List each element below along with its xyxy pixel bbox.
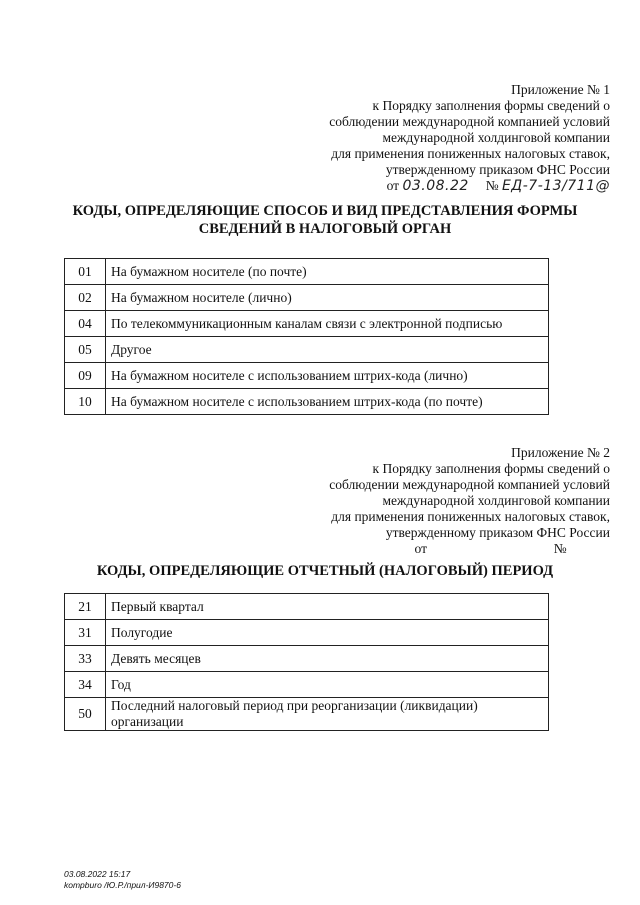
table-row <box>65 363 549 389</box>
description-cell: На бумажном носителе (по почте) <box>106 259 549 285</box>
appendix-line: соблюдении международной компанией условий <box>329 477 610 492</box>
code-cell: 34 <box>65 672 106 698</box>
from-label: от <box>414 541 427 556</box>
appendix-line: Приложение № 1 <box>511 82 610 97</box>
description-cell: Первый квартал <box>106 594 549 620</box>
code-cell: 21 <box>65 594 106 620</box>
from-label: от <box>386 178 400 193</box>
code-cell: 04 <box>65 311 106 337</box>
section-title-period-codes: КОДЫ, ОПРЕДЕЛЯЮЩИЕ ОТЧЕТНЫЙ (НАЛОГОВЫЙ) ПЕРИОД <box>96 563 554 579</box>
handwritten-order-number: ЕД-7-13/711@ <box>501 178 610 194</box>
table-row <box>65 698 549 731</box>
description-cell: Девять месяцев <box>106 646 549 672</box>
description-cell: Последний налоговый период при реорганизации (ликвидации) организации <box>106 698 549 731</box>
footer-date: 03.08.2022 15:17 <box>64 869 131 879</box>
code-cell: 02 <box>65 285 106 311</box>
appendix-line: утвержденному приказом ФНС России <box>385 162 610 177</box>
code-cell: 10 <box>65 389 106 415</box>
appendix-line: для применения пониженных налоговых ставок, <box>331 146 610 161</box>
footer-ref: kompburo /Ю.Р./прил-И9870-6 <box>64 880 181 890</box>
order-date-number-line <box>329 541 610 557</box>
table-row <box>65 389 549 415</box>
table-row <box>65 311 549 337</box>
submission-codes-table <box>64 258 549 415</box>
code-cell: 33 <box>65 646 106 672</box>
code-cell: 50 <box>65 698 106 731</box>
appendix-line: международной холдинговой компании <box>382 493 610 508</box>
appendix-line: к Порядку заполнения формы сведений о <box>372 461 610 476</box>
handwritten-date: 03.08.22 <box>402 178 469 194</box>
description-cell: Другое <box>106 337 549 363</box>
document-footer <box>64 869 181 891</box>
order-date-number-line <box>329 178 610 194</box>
description-cell: На бумажном носителе с использованием штрих-кода (лично) <box>106 363 549 389</box>
description-cell: Полугодие <box>106 620 549 646</box>
appendix-1-header <box>329 82 610 194</box>
code-cell: 05 <box>65 337 106 363</box>
code-cell: 09 <box>65 363 106 389</box>
appendix-line: утвержденному приказом ФНС России <box>385 525 610 540</box>
table-row <box>65 620 549 646</box>
appendix-line: соблюдении международной компанией условий <box>329 114 610 129</box>
table-row <box>65 646 549 672</box>
description-cell: На бумажном носителе (лично) <box>106 285 549 311</box>
description-cell: На бумажном носителе с использованием штрих-кода (по почте) <box>106 389 549 415</box>
table-row <box>65 594 549 620</box>
appendix-2-header <box>329 445 610 557</box>
description-cell: Год <box>106 672 549 698</box>
table-row <box>65 672 549 698</box>
number-label: № <box>485 178 499 193</box>
number-label: № <box>553 541 567 556</box>
section-title-submission-codes: КОДЫ, ОПРЕДЕЛЯЮЩИЕ СПОСОБ И ВИД ПРЕДСТАВЛЕНИЯ ФОРМЫ СВЕДЕНИЙ В НАЛОГОВЫЙ ОРГАН <box>72 203 578 237</box>
period-codes-table <box>64 593 549 731</box>
code-cell: 31 <box>65 620 106 646</box>
code-cell: 01 <box>65 259 106 285</box>
appendix-line: Приложение № 2 <box>511 445 610 460</box>
table-row <box>65 285 549 311</box>
appendix-line: для применения пониженных налоговых ставок, <box>331 509 610 524</box>
description-cell: По телекоммуникационным каналам связи с электронной подписью <box>106 311 549 337</box>
appendix-line: к Порядку заполнения формы сведений о <box>372 98 610 113</box>
table-row <box>65 337 549 363</box>
appendix-line: международной холдинговой компании <box>382 130 610 145</box>
table-row <box>65 259 549 285</box>
